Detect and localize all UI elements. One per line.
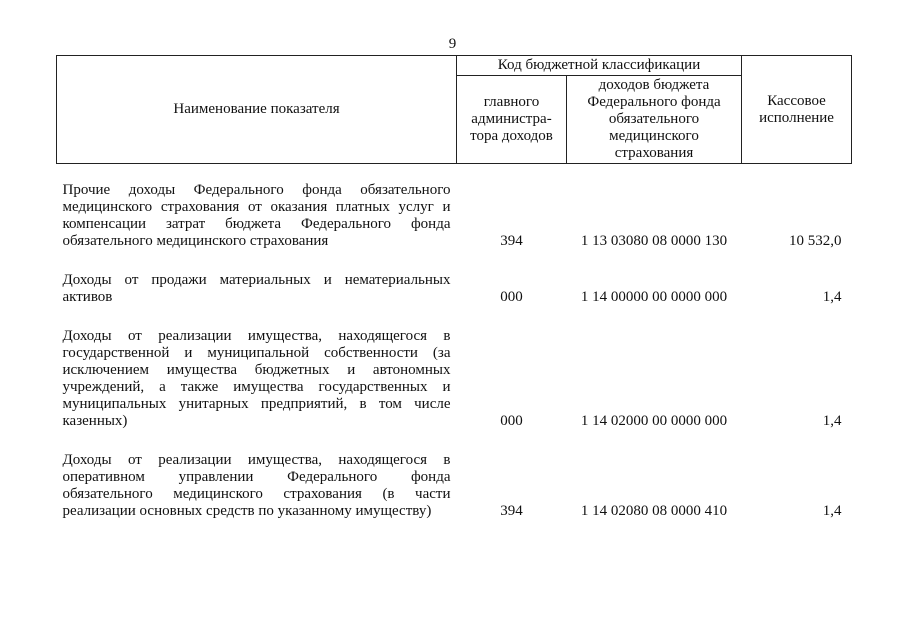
budget-revenue-table [56,55,852,524]
table-row [57,448,852,524]
row-indicator-name: Доходы от продажи материальных и нематериальных активов [62,272,451,305]
table-row [57,268,852,310]
row-admin-code: 394 [500,503,523,519]
row-classification-code: 1 14 02080 08 0000 410 [580,503,728,519]
row-admin-code: 000 [500,289,523,305]
header-cash-execution: Кассовое исполнение [742,56,852,164]
page-number: 9 [448,36,457,52]
row-cash-amount: 10 532,0 [789,233,842,249]
header-indicator-name: Наименование показателя [57,56,457,164]
row-cash-amount: 1,4 [822,289,842,305]
row-admin-code: 000 [500,413,523,429]
row-indicator-name: Доходы от реализации имущества, находящегося в государственной и муниципальной собственности (за исключением имущества бюджетных и автономных учреждений, а также имущества государственных и муниципальных унитарных предприятий, в том числе казенных) [62,328,451,429]
table-row [57,324,852,434]
row-admin-code: 394 [500,233,523,249]
row-classification-code: 1 13 03080 08 0000 130 [580,233,728,249]
header-code-group: Код бюджетной классификации [457,56,742,76]
row-indicator-name: Доходы от реализации имущества, находящегося в оперативном управлении Федерального фонда обязательного медицинского страхования (в части реализации основных средств по указанному имуществу) [62,452,451,519]
row-classification-code: 1 14 00000 00 0000 000 [580,289,728,305]
table-row [57,178,852,254]
row-classification-code: 1 14 02000 00 0000 000 [580,413,728,429]
header-fund-income: доходов бюджета Федерального фонда обязательного медицинского страхования [567,76,742,164]
header-main-administrator: главного администра-тора доходов [457,76,567,164]
row-cash-amount: 1,4 [822,413,842,429]
row-cash-amount: 1,4 [822,503,842,519]
row-indicator-name: Прочие доходы Федерального фонда обязательного медицинского страхования от оказания платных услуг и компенсации затрат бюджета Федерального фонда обязательного медицинского страхования [62,182,451,249]
